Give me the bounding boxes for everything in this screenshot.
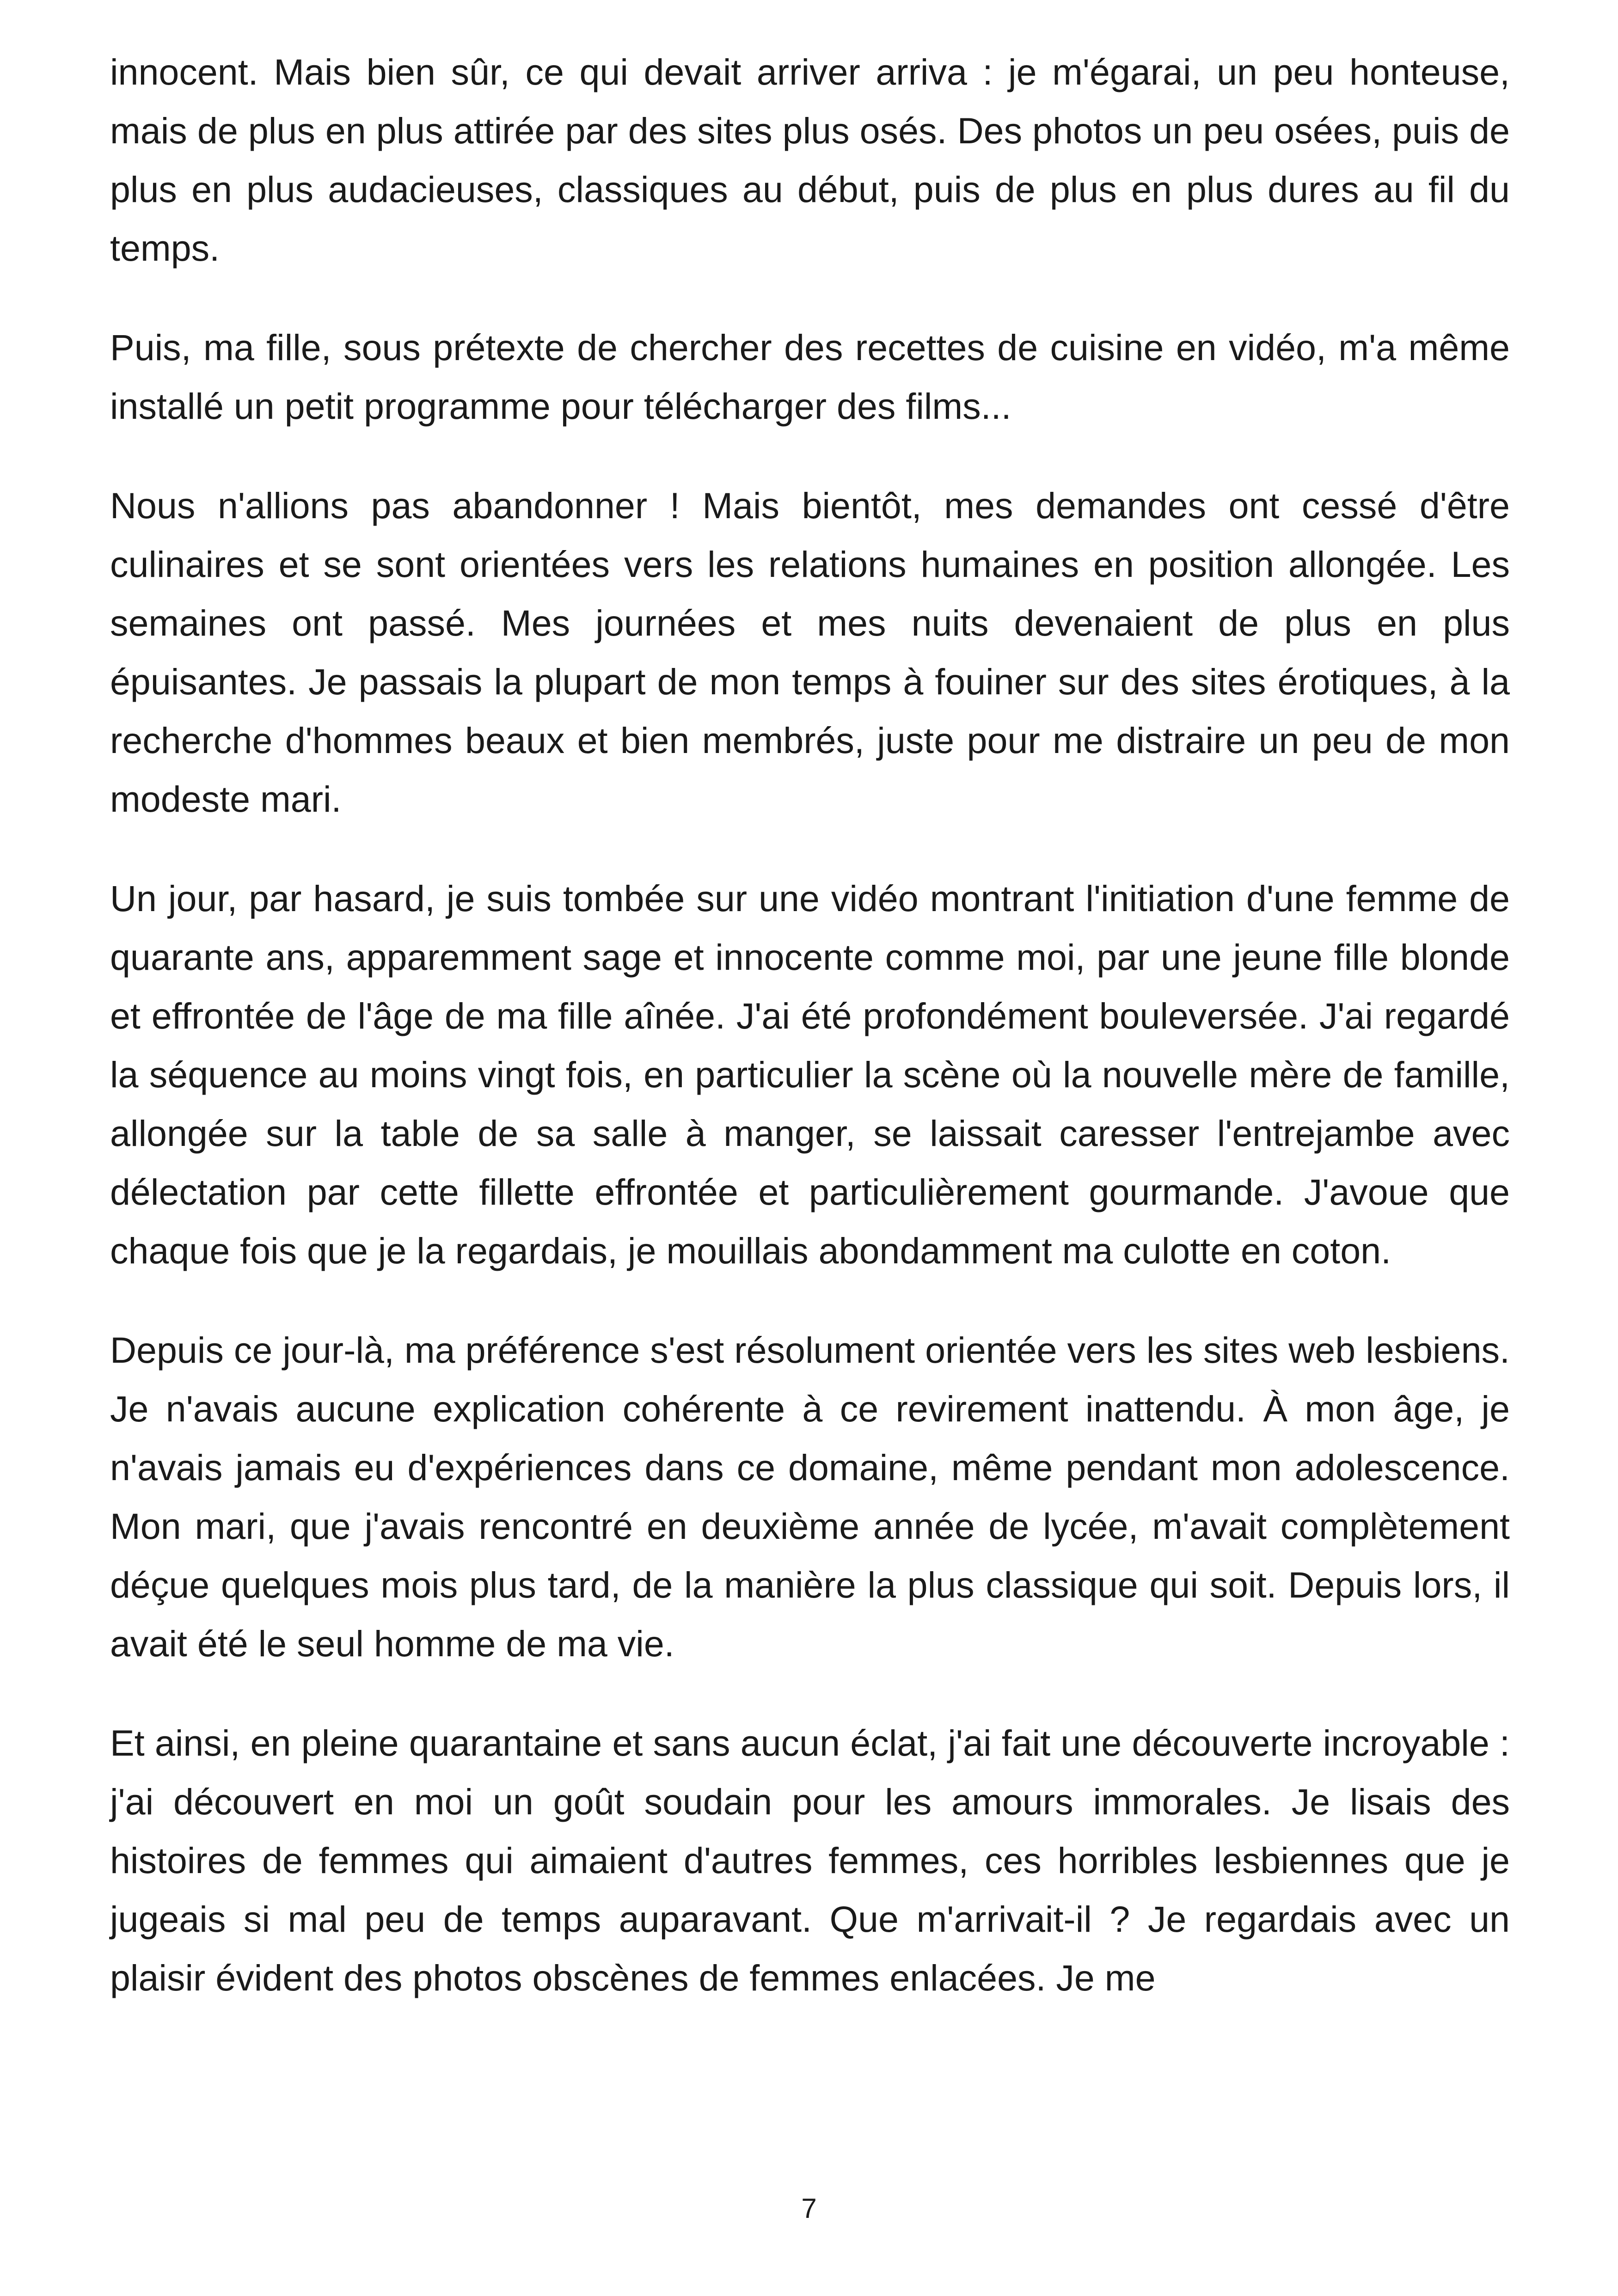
paragraph-3: Nous n'allions pas abandonner ! Mais bientôt, mes demandes ont cessé d'être culinaires et se sont orientées vers les relations humaines en position allongée. Les semaines ont passé. Mes journées et mes nuits devenaient de plus en plus épuisantes. Je passais la plupart de mon temps à fouiner sur des sites érotiques, à la recherche d'hommes beaux et bien membrés, juste pour me distraire un peu de mon modeste mari. [110,485,1510,820]
body-text [110,43,1510,2007]
page-number: 7 [801,2193,817,2224]
paragraph-2: Puis, ma fille, sous prétexte de chercher des recettes de cuisine en vidéo, m'a même installé un petit programme pour télécharger des films... [110,327,1510,427]
paragraph-5: Depuis ce jour-là, ma préférence s'est résolument orientée vers les sites web lesbiens. Je n'avais aucune explication cohérente à ce revirement inattendu. À mon âge, je n'avais jamais eu d'expériences dans ce domaine, même pendant mon adolescence. Mon mari, que j'avais rencontré en deuxième année de lycée, m'avait complètement déçue quelques mois plus tard, de la manière la plus classique qui soit. Depuis lors, il avait été le seul homme de ma vie. [110,1329,1510,1664]
paragraph-6: Et ainsi, en pleine quarantaine et sans aucun éclat, j'ai fait une découverte incroyable : j'ai découvert en moi un goût soudain pour les amours immorales. Je lisais des histoires de femmes qui aimaient d'autres femmes, ces horribles lesbiennes que je jugeais si mal peu de temps auparavant. Que m'arrivait-il ? Je regardais avec un plaisir évident des photos obscènes de femmes enlacées. Je me [110,1722,1510,1998]
paragraph-4: Un jour, par hasard, je suis tombée sur une vidéo montrant l'initiation d'une femme de quarante ans, apparemment sage et innocente comme moi, par une jeune fille blonde et effrontée de l'âge de ma fille aînée. J'ai été profondément bouleversée. J'ai regardé la séquence au moins vingt fois, en particulier la scène où la nouvelle mère de famille, allongée sur la table de sa salle à manger, se laissait caresser l'entrejambe avec délectation par cette fillette effrontée et particulièrement gourmande. J'avoue que chaque fois que je la regardais, je mouillais abondamment ma culotte en coton. [110,878,1510,1271]
paragraph-1: innocent. Mais bien sûr, ce qui devait arriver arriva : je m'égarai, un peu honteuse, mais de plus en plus attirée par des sites plus osés. Des photos un peu osées, puis de plus en plus audacieuses, classiques au début, puis de plus en plus dures au fil du temps. [110,51,1510,269]
